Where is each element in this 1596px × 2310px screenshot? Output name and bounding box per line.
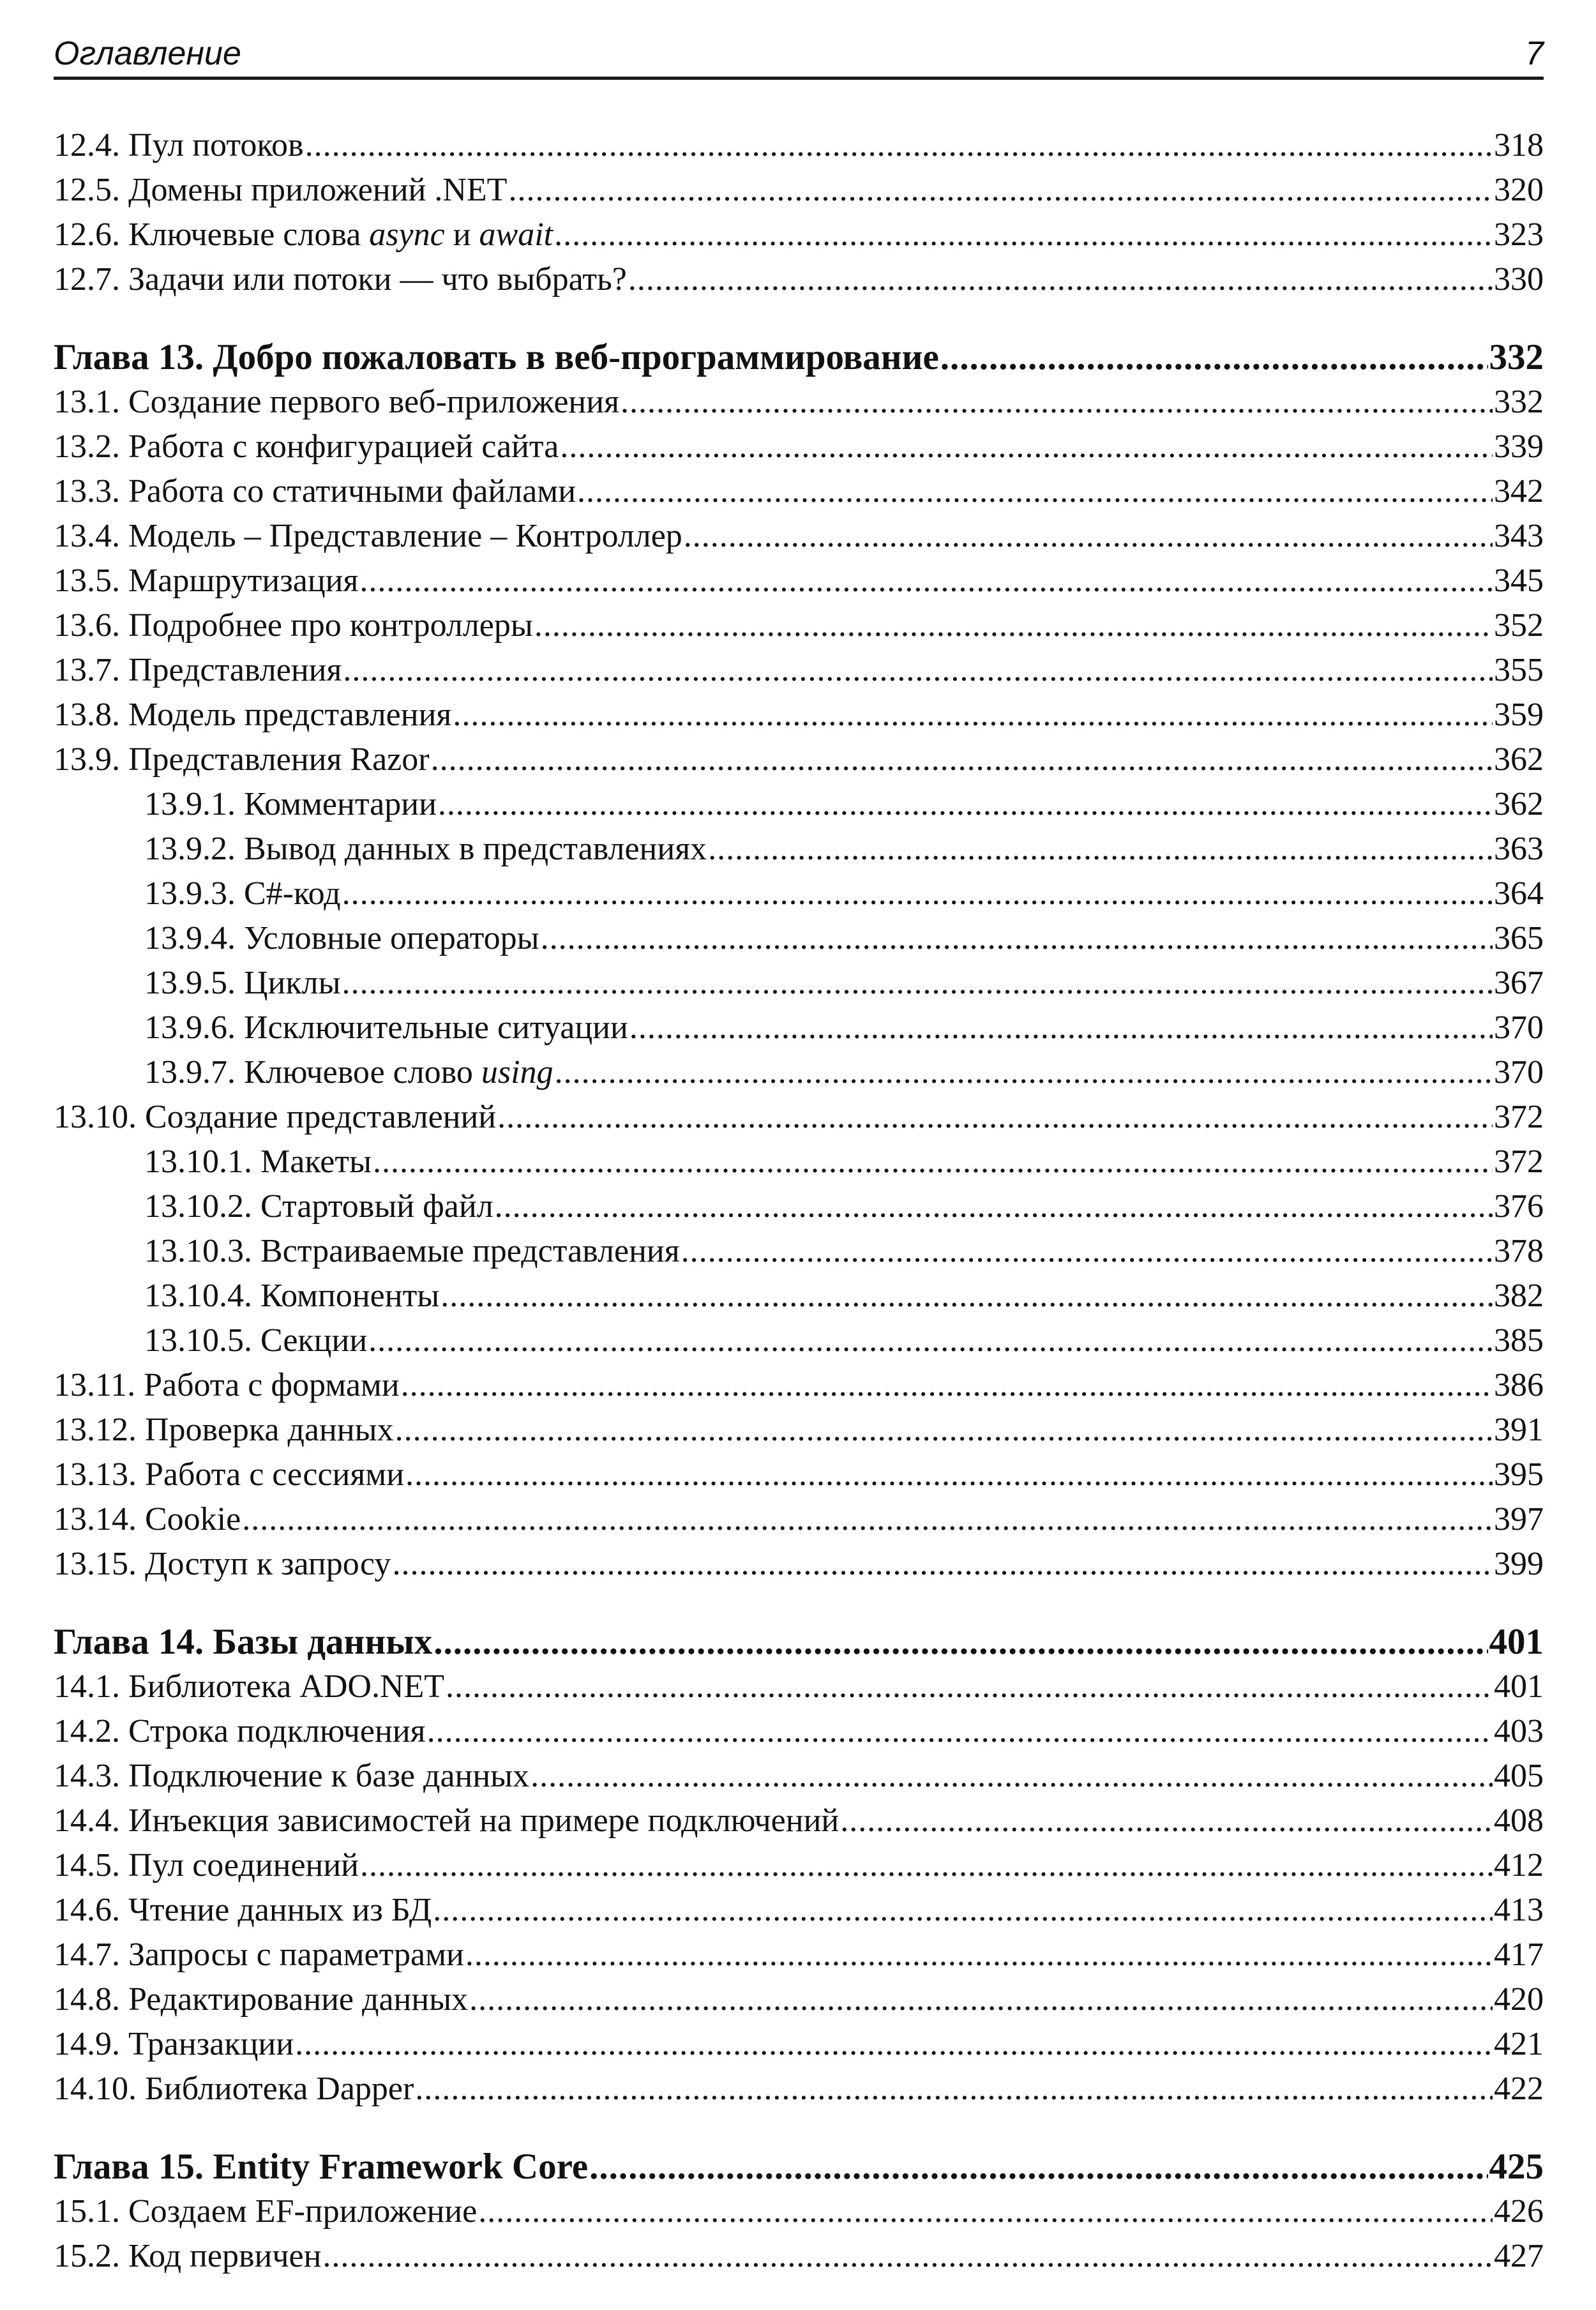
toc-entry-page: 370 — [1494, 1054, 1544, 1091]
toc-entry-14-4[interactable] — [54, 1799, 1544, 1843]
dot-leader — [555, 1050, 1493, 1095]
toc-entry-label: 13.11. Работа с формами — [54, 1367, 400, 1403]
toc-entry-page: 413 — [1494, 1892, 1544, 1928]
toc-entry-label: 13.2. Работа с конфигурацией сайта — [54, 428, 559, 465]
toc-entry-14-5[interactable] — [54, 1843, 1544, 1888]
section-gap — [54, 302, 1544, 335]
toc-entry-13-9-7[interactable] — [54, 1050, 1544, 1095]
toc-entry-label: 13.10.3. Встраиваемые представления — [144, 1233, 680, 1269]
toc-entry-label: 13.7. Представления — [54, 652, 342, 688]
toc-entry-page: 330 — [1494, 261, 1544, 298]
toc-entry-label: 13.9.3. C#-код — [144, 875, 341, 912]
toc-entry-page: 370 — [1494, 1009, 1544, 1046]
toc-entry-label: 13.9. Представления Razor — [54, 741, 430, 778]
toc-entry-13-10-3[interactable] — [54, 1229, 1544, 1274]
toc-entry-page: 408 — [1494, 1802, 1544, 1839]
toc-chapter-14[interactable] — [54, 1620, 1544, 1665]
toc-entry-14-9[interactable] — [54, 2022, 1544, 2067]
dot-leader — [392, 1542, 1493, 1587]
toc-entry-page: 318 — [1494, 127, 1544, 163]
toc-entry-13-9-2[interactable] — [54, 827, 1544, 872]
toc-entry-page: 359 — [1494, 697, 1544, 733]
toc-entry-label: 14.7. Запросы с параметрами — [54, 1936, 464, 1973]
toc-entry-label: 13.9.1. Комментарии — [144, 786, 437, 822]
section-gap — [54, 1587, 1544, 1620]
toc-entry-label: 13.4. Модель – Представление – Контроллер — [54, 518, 682, 554]
toc-entry-page: 372 — [1494, 1099, 1544, 1135]
toc-entry-page: 355 — [1494, 652, 1544, 688]
toc-entry-page: 395 — [1494, 1456, 1544, 1493]
dot-leader — [373, 1140, 1493, 1184]
toc-entry-13-10-1[interactable] — [54, 1140, 1544, 1184]
toc-entry-keyword-using: using — [481, 1054, 553, 1091]
toc-entry-14-6[interactable] — [54, 1888, 1544, 1933]
toc-entry-label-part: 13.9.7. Ключевое слово — [144, 1054, 481, 1091]
toc-entry-label: 13.6. Подробнее про контроллеры — [54, 607, 533, 644]
dot-leader — [342, 872, 1493, 916]
toc-entry-label: 14.9. Транзакции — [54, 2026, 294, 2062]
dot-leader — [395, 1408, 1493, 1453]
toc-entry-page: 323 — [1494, 216, 1544, 253]
dot-leader — [433, 1888, 1493, 1933]
dot-leader — [305, 123, 1493, 168]
toc-entry-13-10-2[interactable] — [54, 1184, 1544, 1229]
dot-leader — [401, 1363, 1493, 1408]
toc-entry-label: 13.9.2. Вывод данных в представлениях — [144, 831, 707, 867]
toc-entry-15-1[interactable] — [54, 2189, 1544, 2234]
toc-entry-label: 13.1. Создание первого веб-приложения — [54, 384, 620, 420]
toc-entry-13-9-1[interactable] — [54, 782, 1544, 827]
dot-leader — [940, 335, 1488, 380]
dot-leader — [368, 1318, 1493, 1363]
dot-leader — [343, 648, 1493, 693]
toc-entry-label: 12.4. Пул потоков — [54, 127, 304, 163]
toc-entry-label: 13.10.2. Стартовый файл — [144, 1188, 493, 1225]
section-gap — [54, 2111, 1544, 2145]
dot-leader — [495, 1184, 1493, 1229]
toc-entry-label: 15.2. Код первичен — [54, 2238, 322, 2274]
dot-leader — [469, 1977, 1493, 2022]
dot-leader — [541, 916, 1493, 961]
toc-entry-13-9[interactable] — [54, 737, 1544, 782]
toc-entry-page: 372 — [1494, 1144, 1544, 1180]
dot-leader — [465, 1933, 1493, 1977]
toc-entry-page: 386 — [1494, 1367, 1544, 1403]
toc-entry-label: 14.5. Пул соединений — [54, 1847, 359, 1883]
toc-entry-13-6[interactable] — [54, 603, 1544, 648]
toc-entry-label: 13.9.4. Условные операторы — [144, 920, 539, 956]
toc-entry-13-14[interactable] — [54, 1497, 1544, 1542]
toc-entry-page: 352 — [1494, 607, 1544, 644]
dot-leader — [681, 1229, 1493, 1274]
toc-entry-page: 385 — [1494, 1322, 1544, 1359]
dot-leader — [684, 514, 1493, 559]
toc-entry-label: 13.5. Маршрутизация — [54, 562, 359, 599]
dot-leader — [508, 168, 1493, 213]
toc-entry-13-9-5[interactable] — [54, 961, 1544, 1006]
dot-leader — [628, 257, 1493, 302]
toc-entry-13-1[interactable] — [54, 380, 1544, 425]
toc-entry-12-6[interactable] — [54, 213, 1544, 257]
running-head-title: Оглавление — [54, 35, 241, 72]
dot-leader — [359, 559, 1493, 603]
toc-entry-label: 14.8. Редактирование данных — [54, 1981, 469, 2018]
toc-entry-12-7[interactable] — [54, 257, 1544, 302]
toc-entry-label: 14.3. Подключение к базе данных — [54, 1758, 530, 1794]
toc-entry-page: 378 — [1494, 1233, 1544, 1269]
toc-entry-label: 12.5. Домены приложений .NET — [54, 172, 508, 208]
toc-entry-label: 13.10.4. Компоненты — [144, 1278, 440, 1314]
toc-entry-13-5[interactable] — [54, 559, 1544, 603]
toc-entry-label: 13.10.1. Макеты — [144, 1144, 372, 1180]
dot-leader — [295, 2022, 1493, 2067]
dot-leader — [589, 2145, 1487, 2189]
toc-entry-12-5[interactable] — [54, 168, 1544, 213]
toc-entry-label — [54, 213, 553, 257]
dot-leader — [534, 603, 1493, 648]
toc-entry-14-1[interactable] — [54, 1665, 1544, 1709]
dot-leader — [531, 1754, 1493, 1799]
dot-leader — [629, 1006, 1493, 1050]
toc-entry-page: 391 — [1494, 1412, 1544, 1448]
dot-leader — [453, 693, 1493, 737]
dot-leader — [478, 2189, 1493, 2234]
toc-entry-13-13[interactable] — [54, 1453, 1544, 1497]
toc-entry-page: 364 — [1494, 875, 1544, 912]
toc-entry-page: 420 — [1494, 1981, 1544, 2018]
toc-entry-label: 14.4. Инъекция зависимостей на примере подключений — [54, 1802, 839, 1839]
toc-entry-label-part: и — [444, 216, 479, 253]
dot-leader — [621, 380, 1493, 425]
toc-entry-page: 342 — [1494, 473, 1544, 510]
dot-leader — [560, 425, 1493, 469]
toc-entry-12-4[interactable] — [54, 123, 1544, 168]
toc-entry-14-3[interactable] — [54, 1754, 1544, 1799]
toc-entry-page: 399 — [1494, 1546, 1544, 1582]
toc-entry-14-7[interactable] — [54, 1933, 1544, 1977]
toc-entry-label: 13.15. Доступ к запросу — [54, 1546, 391, 1582]
toc-chapter-page: 401 — [1489, 1622, 1544, 1662]
toc-entry-page: 362 — [1494, 786, 1544, 822]
toc-entry-13-8[interactable] — [54, 693, 1544, 737]
toc-entry-13-10[interactable] — [54, 1095, 1544, 1140]
toc-entry-13-10-4[interactable] — [54, 1274, 1544, 1318]
toc-entry-14-8[interactable] — [54, 1977, 1544, 2022]
toc-entry-13-15[interactable] — [54, 1542, 1544, 1587]
toc-entry-13-11[interactable] — [54, 1363, 1544, 1408]
dot-leader — [497, 1095, 1493, 1140]
toc-entry-page: 417 — [1494, 1936, 1544, 1973]
toc-entry-page: 412 — [1494, 1847, 1544, 1883]
dot-leader — [440, 1274, 1493, 1318]
toc-entry-13-9-3[interactable] — [54, 872, 1544, 916]
toc-entry-page: 421 — [1494, 2026, 1544, 2062]
dot-leader — [415, 2067, 1493, 2111]
toc-entry-page: 365 — [1494, 920, 1544, 956]
dot-leader — [342, 961, 1493, 1006]
toc-chapter-page: 425 — [1489, 2147, 1544, 2187]
toc-entry-page: 363 — [1494, 831, 1544, 867]
dot-leader — [242, 1497, 1493, 1542]
dot-leader — [554, 213, 1493, 257]
toc-entry-13-10-5[interactable] — [54, 1318, 1544, 1363]
toc-entry-page: 343 — [1494, 518, 1544, 554]
dot-leader — [446, 1665, 1493, 1709]
toc-entry-label-part: 12.6. Ключевые слова — [54, 216, 370, 253]
toc-chapter-13[interactable] — [54, 335, 1544, 380]
toc-entry-page: 405 — [1494, 1758, 1544, 1794]
toc-entry-page: 397 — [1494, 1501, 1544, 1537]
toc-entry-keyword-async: async — [369, 216, 445, 253]
toc-entry-label: 13.13. Работа с сессиями — [54, 1456, 405, 1493]
toc-entry-label: 14.2. Строка подключения — [54, 1713, 426, 1749]
toc-entry-label: 12.7. Задачи или потоки — что выбрать? — [54, 261, 627, 298]
toc-entry-label: 15.1. Создаем EF-приложение — [54, 2193, 478, 2230]
toc-entry-13-7[interactable] — [54, 648, 1544, 693]
toc-entry-page: 426 — [1494, 2193, 1544, 2230]
dot-leader — [322, 2234, 1493, 2279]
toc-entry-label: 13.9.6. Исключительные ситуации — [144, 1009, 628, 1046]
dot-leader — [431, 737, 1493, 782]
toc-entry-page: 339 — [1494, 428, 1544, 465]
dot-leader — [433, 1620, 1487, 1665]
toc-entry-label: 13.14. Cookie — [54, 1501, 241, 1537]
toc-entry-label: 14.1. Библиотека ADO.NET — [54, 1668, 445, 1705]
dot-leader — [360, 1843, 1493, 1888]
toc-entry-14-10[interactable] — [54, 2067, 1544, 2111]
dot-leader — [427, 1709, 1493, 1754]
toc-entry-page: 422 — [1494, 2071, 1544, 2107]
toc-entry-13-3[interactable] — [54, 469, 1544, 514]
dot-leader — [577, 469, 1493, 514]
toc-entry-page: 403 — [1494, 1713, 1544, 1749]
toc-entry-label: 13.12. Проверка данных — [54, 1412, 394, 1448]
toc-entry-page: 427 — [1494, 2238, 1544, 2274]
toc-entry-label: 13.10. Создание представлений — [54, 1099, 497, 1135]
toc-chapter-page: 332 — [1489, 337, 1544, 377]
toc-entry-13-9-4[interactable] — [54, 916, 1544, 961]
running-head-page-number: 7 — [1525, 35, 1544, 72]
toc-entry-label: 13.10.5. Секции — [144, 1322, 368, 1359]
toc-entry-page: 401 — [1494, 1668, 1544, 1705]
toc-chapter-label: Глава 13. Добро пожаловать в веб-программирование — [54, 337, 939, 377]
toc-entry-page: 362 — [1494, 741, 1544, 778]
toc-chapter-label: Глава 15. Entity Framework Core — [54, 2147, 589, 2187]
toc-entry-13-12[interactable] — [54, 1408, 1544, 1453]
toc-entry-13-2[interactable] — [54, 425, 1544, 469]
dot-leader — [438, 782, 1493, 827]
toc-entry-page: 367 — [1494, 965, 1544, 1001]
toc-entry-page: 345 — [1494, 562, 1544, 599]
toc-entry-label: 13.9.5. Циклы — [144, 965, 341, 1001]
toc-entry-page: 382 — [1494, 1278, 1544, 1314]
dot-leader — [708, 827, 1493, 872]
table-of-contents — [54, 123, 1544, 2279]
toc-entry-label: 14.10. Библиотека Dapper — [54, 2071, 414, 2107]
toc-entry-label: 13.8. Модель представления — [54, 697, 452, 733]
toc-entry-label: 13.3. Работа со статичными файлами — [54, 473, 576, 510]
toc-entry-13-4[interactable] — [54, 514, 1544, 559]
toc-chapter-15[interactable] — [54, 2145, 1544, 2189]
dot-leader — [840, 1799, 1493, 1843]
toc-entry-page: 332 — [1494, 384, 1544, 420]
toc-entry-14-2[interactable] — [54, 1709, 1544, 1754]
toc-entry-label: 14.6. Чтение данных из БД — [54, 1892, 432, 1928]
toc-entry-15-2[interactable] — [54, 2234, 1544, 2279]
toc-entry-keyword-await: await — [479, 216, 553, 253]
toc-entry-13-9-6[interactable] — [54, 1006, 1544, 1050]
toc-entry-label — [144, 1050, 553, 1095]
toc-entry-page: 376 — [1494, 1188, 1544, 1225]
running-head — [54, 31, 1544, 80]
toc-chapter-label: Глава 14. Базы данных — [54, 1622, 433, 1662]
dot-leader — [405, 1453, 1493, 1497]
toc-entry-page: 320 — [1494, 172, 1544, 208]
